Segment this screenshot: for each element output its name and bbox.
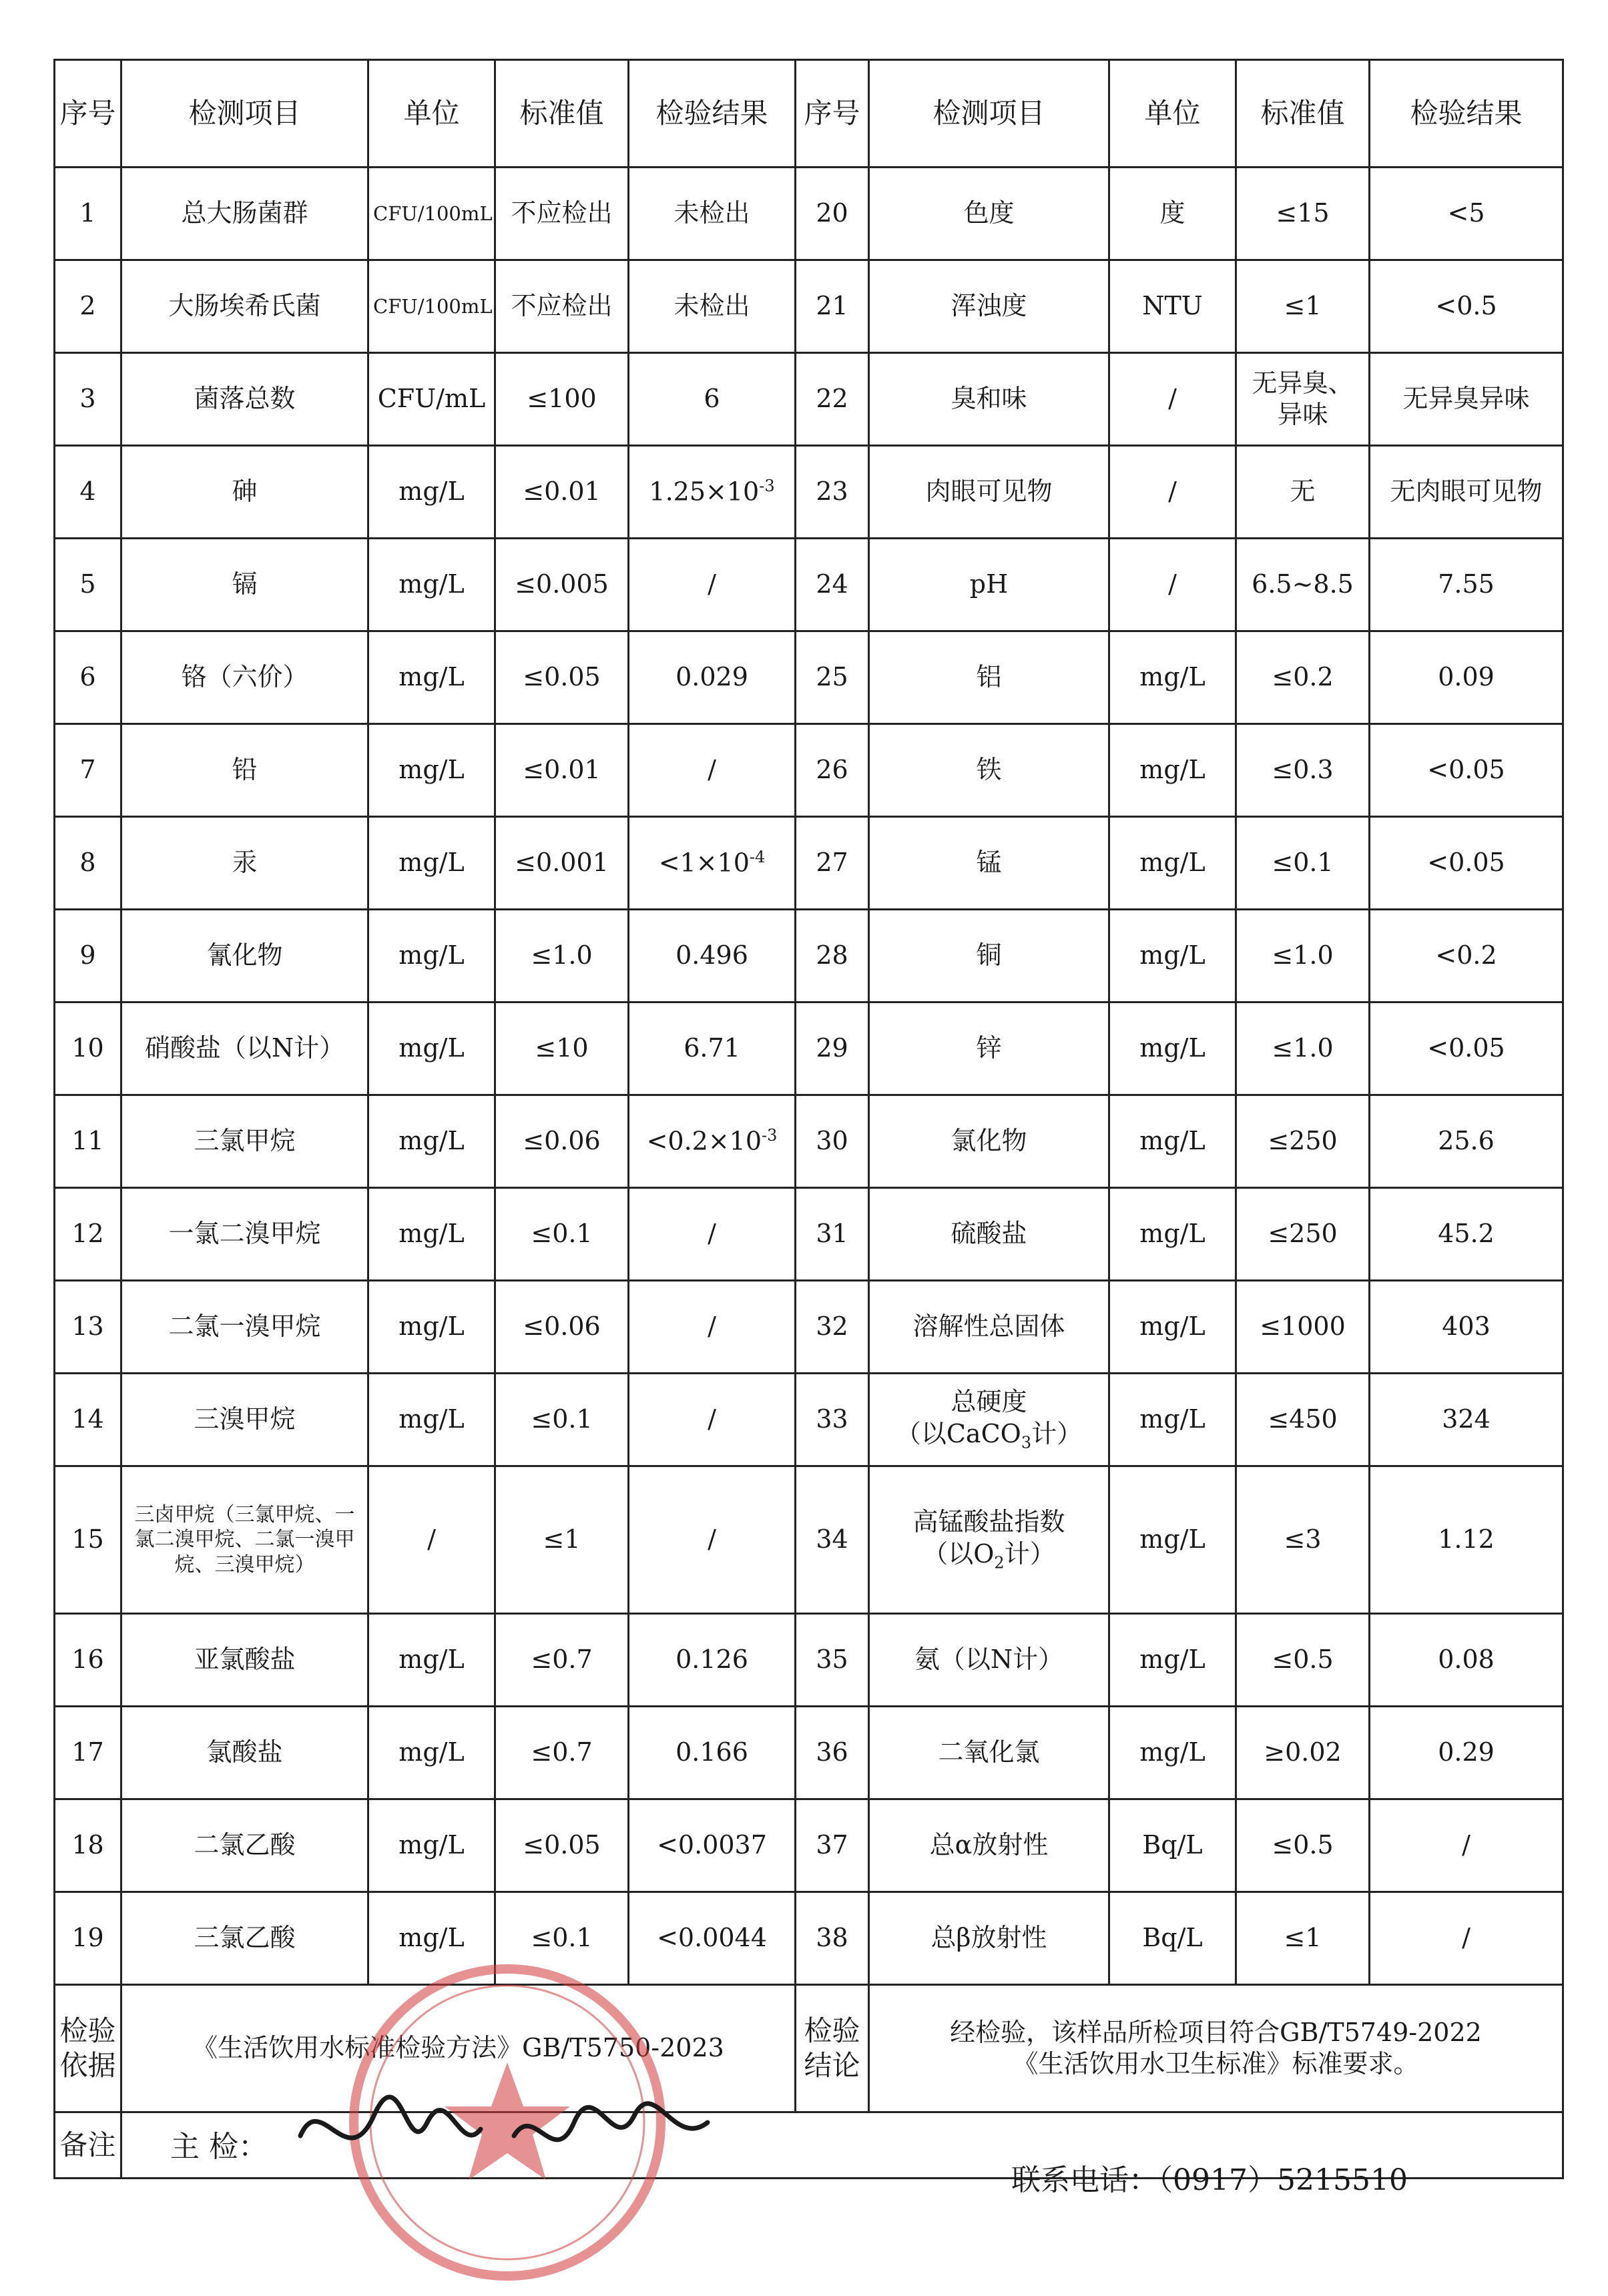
item-cell: 氯酸盐 (121, 1707, 368, 1799)
result-cell: <0.2 (1370, 910, 1563, 1002)
standard-cell: 不应检出 (495, 260, 629, 353)
unit-cell: CFU/100mL (368, 168, 495, 260)
unit-cell: / (1109, 539, 1236, 631)
unit-cell: 度 (1109, 168, 1236, 260)
table-row (55, 446, 1563, 539)
seq-cell: 13 (55, 1281, 121, 1374)
result-cell: / (1370, 1892, 1563, 1985)
seq-cell: 4 (55, 446, 121, 539)
item-cell: pH (869, 539, 1109, 631)
standard-cell: ≤0.5 (1236, 1799, 1370, 1892)
result-cell (629, 817, 796, 910)
result-cell: / (629, 724, 796, 817)
conclusion-line1: 经检验，该样品所检项目符合GB/T5749-2022 (950, 2017, 1482, 2047)
item-cell: 一氯二溴甲烷 (121, 1188, 368, 1281)
remark-label: 备注 (55, 2112, 121, 2179)
table-row (55, 539, 1563, 631)
result-cell: 未检出 (629, 168, 796, 260)
unit-cell: mg/L (1109, 910, 1236, 1002)
seq-cell: 30 (796, 1095, 869, 1188)
seq-cell: 3 (55, 353, 121, 446)
item-cell: 铁 (869, 724, 1109, 817)
item-cell: 总大肠菌群 (121, 168, 368, 260)
unit-cell: Bq/L (1109, 1892, 1236, 1985)
standard-cell: ≤0.7 (495, 1614, 629, 1707)
conclusion-line2: 《生活饮用水卫生标准》标准要求。 (1013, 2049, 1419, 2078)
unit-cell: mg/L (368, 1281, 495, 1374)
result-cell (629, 446, 796, 539)
result-cell: / (629, 539, 796, 631)
item-cell: 铬（六价） (121, 631, 368, 724)
item-cell: 铅 (121, 724, 368, 817)
standard-cell: ≤1000 (1236, 1281, 1370, 1374)
table-row (55, 631, 1563, 724)
item-cell: 二氯乙酸 (121, 1799, 368, 1892)
table-row (55, 1095, 1563, 1188)
standard-cell: ≤0.01 (495, 724, 629, 817)
table-row (55, 1799, 1563, 1892)
item-line1: 总硬度 (951, 1387, 1027, 1417)
table-row (55, 724, 1563, 817)
standard-cell: ≤1.0 (1236, 910, 1370, 1002)
result-cell: 0.166 (629, 1707, 796, 1799)
result-cell: / (1370, 1799, 1563, 1892)
result-base: <1×10 (658, 848, 750, 878)
unit-cell: mg/L (368, 539, 495, 631)
item-cell: 锰 (869, 817, 1109, 910)
header-unit-left: 单位 (368, 60, 495, 168)
item-cell: 菌落总数 (121, 353, 368, 446)
result-base: 1.25×10 (649, 477, 760, 507)
result-base: <0.2×10 (646, 1126, 762, 1156)
unit-cell: mg/L (1109, 1614, 1236, 1707)
basis-label: 检验依据 (55, 1985, 121, 2112)
seq-cell: 31 (796, 1188, 869, 1281)
seq-cell: 15 (55, 1466, 121, 1614)
seq-cell: 17 (55, 1707, 121, 1799)
standard-cell: ≤0.05 (495, 1799, 629, 1892)
standard-cell: ≤0.1 (495, 1188, 629, 1281)
seq-cell: 9 (55, 910, 121, 1002)
unit-cell: mg/L (1109, 1466, 1236, 1614)
table-row (55, 1466, 1563, 1614)
basis-conclusion-row (55, 1985, 1563, 2112)
result-cell: 无肉眼可见物 (1370, 446, 1563, 539)
item-subscript: 3 (1021, 1433, 1032, 1452)
header-seq-left: 序号 (55, 60, 121, 168)
unit-cell: mg/L (1109, 1707, 1236, 1799)
item-cell: 肉眼可见物 (869, 446, 1109, 539)
standard-cell: ≤1 (1236, 1892, 1370, 1985)
item-cell: 臭和味 (869, 353, 1109, 446)
unit-cell: mg/L (368, 1374, 495, 1466)
standard-cell: ≤0.05 (495, 631, 629, 724)
item-line2-tail: 计） (1031, 1418, 1083, 1448)
unit-cell: mg/L (368, 1002, 495, 1095)
standard-cell: ≤100 (495, 353, 629, 446)
item-cell: 浑浊度 (869, 260, 1109, 353)
standard-cell: ≤250 (1236, 1188, 1370, 1281)
unit-cell: mg/L (1109, 1374, 1236, 1466)
seq-cell: 18 (55, 1799, 121, 1892)
item-subscript: 2 (994, 1553, 1005, 1572)
result-cell: <5 (1370, 168, 1563, 260)
table-row (55, 1002, 1563, 1095)
item-cell (869, 1374, 1109, 1466)
result-cell: 7.55 (1370, 539, 1563, 631)
unit-cell: / (1109, 446, 1236, 539)
seq-cell: 29 (796, 1002, 869, 1095)
unit-cell: NTU (1109, 260, 1236, 353)
standard-cell: ≤10 (495, 1002, 629, 1095)
seq-cell: 20 (796, 168, 869, 260)
unit-cell: mg/L (368, 724, 495, 817)
table-row (55, 1614, 1563, 1707)
result-cell: 324 (1370, 1374, 1563, 1466)
result-cell: 1.12 (1370, 1466, 1563, 1614)
standard-cell: ≤0.001 (495, 817, 629, 910)
result-cell: 0.09 (1370, 631, 1563, 724)
standard-cell: ≤250 (1236, 1095, 1370, 1188)
item-cell: 汞 (121, 817, 368, 910)
item-cell: 硝酸盐（以N计） (121, 1002, 368, 1095)
unit-cell: mg/L (368, 446, 495, 539)
water-test-report-table (53, 59, 1564, 2179)
item-cell: 大肠埃希氏菌 (121, 260, 368, 353)
basis-text: 《生活饮用水标准检验方法》GB/T5750-2023 (121, 1985, 796, 2112)
header-result-left: 检验结果 (629, 60, 796, 168)
header-item-right: 检测项目 (869, 60, 1109, 168)
seq-cell: 28 (796, 910, 869, 1002)
table-row (55, 1374, 1563, 1466)
item-cell: 三氯乙酸 (121, 1892, 368, 1985)
header-standard-left: 标准值 (495, 60, 629, 168)
unit-cell: mg/L (1109, 1095, 1236, 1188)
item-cell: 二氯一溴甲烷 (121, 1281, 368, 1374)
standard-cell: ≤0.1 (1236, 817, 1370, 910)
unit-cell: mg/L (368, 910, 495, 1002)
result-cell: <0.5 (1370, 260, 1563, 353)
unit-cell: CFU/mL (368, 353, 495, 446)
seq-cell: 6 (55, 631, 121, 724)
standard-cell: 无异臭、异味 (1236, 353, 1370, 446)
seq-cell: 21 (796, 260, 869, 353)
standard-cell: ≤0.3 (1236, 724, 1370, 817)
seq-cell: 38 (796, 1892, 869, 1985)
table-row (55, 817, 1563, 910)
result-cell: <0.0044 (629, 1892, 796, 1985)
table-row (55, 260, 1563, 353)
unit-cell: Bq/L (1109, 1799, 1236, 1892)
report-table-container (53, 59, 1562, 2179)
item-cell: 三卤甲烷（三氯甲烷、一氯二溴甲烷、二氯一溴甲烷、三溴甲烷） (121, 1466, 368, 1614)
seq-cell: 8 (55, 817, 121, 910)
unit-cell: / (368, 1466, 495, 1614)
result-cell: / (629, 1374, 796, 1466)
item-line2-tail: 计） (1004, 1538, 1055, 1568)
seq-cell: 37 (796, 1799, 869, 1892)
table-row (55, 1188, 1563, 1281)
seq-cell: 26 (796, 724, 869, 817)
standard-cell: ≤0.1 (495, 1892, 629, 1985)
seq-cell: 1 (55, 168, 121, 260)
seq-cell: 23 (796, 446, 869, 539)
standard-cell: ≤1.0 (1236, 1002, 1370, 1095)
result-cell: 0.08 (1370, 1614, 1563, 1707)
standard-cell: ≤1 (1236, 260, 1370, 353)
standard-cell: ≤1.0 (495, 910, 629, 1002)
result-cell: <0.05 (1370, 817, 1563, 910)
result-cell: 45.2 (1370, 1188, 1563, 1281)
header-standard-right: 标准值 (1236, 60, 1370, 168)
unit-cell: CFU/100mL (368, 260, 495, 353)
unit-cell: mg/L (1109, 1002, 1236, 1095)
result-cell: / (629, 1281, 796, 1374)
result-cell: 0.029 (629, 631, 796, 724)
seq-cell: 16 (55, 1614, 121, 1707)
item-cell: 亚氯酸盐 (121, 1614, 368, 1707)
standard-cell: ≤1 (495, 1466, 629, 1614)
standard-cell: ≤0.2 (1236, 631, 1370, 724)
seq-cell: 27 (796, 817, 869, 910)
result-cell: 25.6 (1370, 1095, 1563, 1188)
result-cell: 0.29 (1370, 1707, 1563, 1799)
result-cell: <0.05 (1370, 1002, 1563, 1095)
item-cell: 氨（以N计） (869, 1614, 1109, 1707)
seq-cell: 2 (55, 260, 121, 353)
unit-cell: mg/L (368, 1614, 495, 1707)
seq-cell: 24 (796, 539, 869, 631)
seq-cell: 7 (55, 724, 121, 817)
unit-cell: / (1109, 353, 1236, 446)
unit-cell: mg/L (368, 1707, 495, 1799)
standard-cell: ≤0.06 (495, 1281, 629, 1374)
header-item-left: 检测项目 (121, 60, 368, 168)
header-seq-right: 序号 (796, 60, 869, 168)
standard-cell: ≤450 (1236, 1374, 1370, 1466)
item-cell: 三溴甲烷 (121, 1374, 368, 1466)
item-cell: 铜 (869, 910, 1109, 1002)
result-exponent: -3 (762, 1125, 778, 1145)
item-cell: 二氧化氯 (869, 1707, 1109, 1799)
item-cell: 铝 (869, 631, 1109, 724)
result-cell: <0.0037 (629, 1799, 796, 1892)
header-result-right: 检验结果 (1370, 60, 1563, 168)
header-row (55, 60, 1563, 168)
inspector-label: 主 检： (170, 2130, 268, 2164)
conclusion-label: 检验结论 (796, 1985, 869, 2112)
unit-cell: mg/L (1109, 631, 1236, 724)
seq-cell: 5 (55, 539, 121, 631)
unit-cell: mg/L (1109, 1188, 1236, 1281)
table-row (55, 353, 1563, 446)
item-cell: 总β放射性 (869, 1892, 1109, 1985)
result-cell: 未检出 (629, 260, 796, 353)
seq-cell: 35 (796, 1614, 869, 1707)
item-cell: 锌 (869, 1002, 1109, 1095)
table-row (55, 1707, 1563, 1799)
result-cell: / (629, 1466, 796, 1614)
seq-cell: 19 (55, 1892, 121, 1985)
standard-cell: ≤0.005 (495, 539, 629, 631)
result-cell (629, 1095, 796, 1188)
unit-cell: mg/L (368, 817, 495, 910)
header-unit-right: 单位 (1109, 60, 1236, 168)
result-cell: / (629, 1188, 796, 1281)
item-cell: 氯化物 (869, 1095, 1109, 1188)
item-cell (869, 1466, 1109, 1614)
standard-cell: ≤0.01 (495, 446, 629, 539)
table-row (55, 168, 1563, 260)
unit-cell: mg/L (1109, 724, 1236, 817)
unit-cell: mg/L (1109, 1281, 1236, 1374)
standard-cell: 6.5~8.5 (1236, 539, 1370, 631)
standard-cell: ≤0.5 (1236, 1614, 1370, 1707)
table-row (55, 1281, 1563, 1374)
standard-cell: ≤15 (1236, 168, 1370, 260)
seq-cell: 36 (796, 1707, 869, 1799)
unit-cell: mg/L (368, 1188, 495, 1281)
unit-cell: mg/L (1109, 817, 1236, 910)
result-cell: <0.05 (1370, 724, 1563, 817)
result-cell: 0.126 (629, 1614, 796, 1707)
unit-cell: mg/L (368, 1892, 495, 1985)
seq-cell: 22 (796, 353, 869, 446)
item-line1: 高锰酸盐指数 (912, 1507, 1065, 1537)
seq-cell: 25 (796, 631, 869, 724)
seq-cell: 32 (796, 1281, 869, 1374)
table-row (55, 910, 1563, 1002)
standard-cell: ≥0.02 (1236, 1707, 1370, 1799)
unit-cell: mg/L (368, 1095, 495, 1188)
result-cell: 无异臭异味 (1370, 353, 1563, 446)
table-row (55, 1892, 1563, 1985)
report-footer (0, 2096, 1608, 2196)
item-cell: 溶解性总固体 (869, 1281, 1109, 1374)
standard-cell: ≤0.7 (495, 1707, 629, 1799)
item-line2: （以O (922, 1538, 995, 1568)
seq-cell: 14 (55, 1374, 121, 1466)
standard-cell: 不应检出 (495, 168, 629, 260)
conclusion-text (869, 1985, 1563, 2112)
item-cell: 三氯甲烷 (121, 1095, 368, 1188)
item-cell: 氰化物 (121, 910, 368, 1002)
seq-cell: 12 (55, 1188, 121, 1281)
result-cell: 0.496 (629, 910, 796, 1002)
item-cell: 镉 (121, 539, 368, 631)
result-exponent: -3 (759, 476, 775, 495)
result-exponent: -4 (749, 847, 766, 866)
item-cell: 砷 (121, 446, 368, 539)
result-cell: 6 (629, 353, 796, 446)
standard-cell: ≤3 (1236, 1466, 1370, 1614)
standard-cell: ≤0.1 (495, 1374, 629, 1466)
standard-cell: 无 (1236, 446, 1370, 539)
result-cell: 6.71 (629, 1002, 796, 1095)
inspector-signature (294, 2076, 721, 2189)
seq-cell: 33 (796, 1374, 869, 1466)
contact-phone: 联系电话：（0917）5215510 (1011, 2163, 1408, 2197)
seq-cell: 11 (55, 1095, 121, 1188)
item-cell: 色度 (869, 168, 1109, 260)
item-line2: （以CaCO (895, 1418, 1021, 1448)
seq-cell: 10 (55, 1002, 121, 1095)
standard-cell: ≤0.06 (495, 1095, 629, 1188)
result-cell: 403 (1370, 1281, 1563, 1374)
unit-cell: mg/L (368, 1799, 495, 1892)
unit-cell: mg/L (368, 631, 495, 724)
seq-cell: 34 (796, 1466, 869, 1614)
item-cell: 硫酸盐 (869, 1188, 1109, 1281)
item-cell: 总α放射性 (869, 1799, 1109, 1892)
